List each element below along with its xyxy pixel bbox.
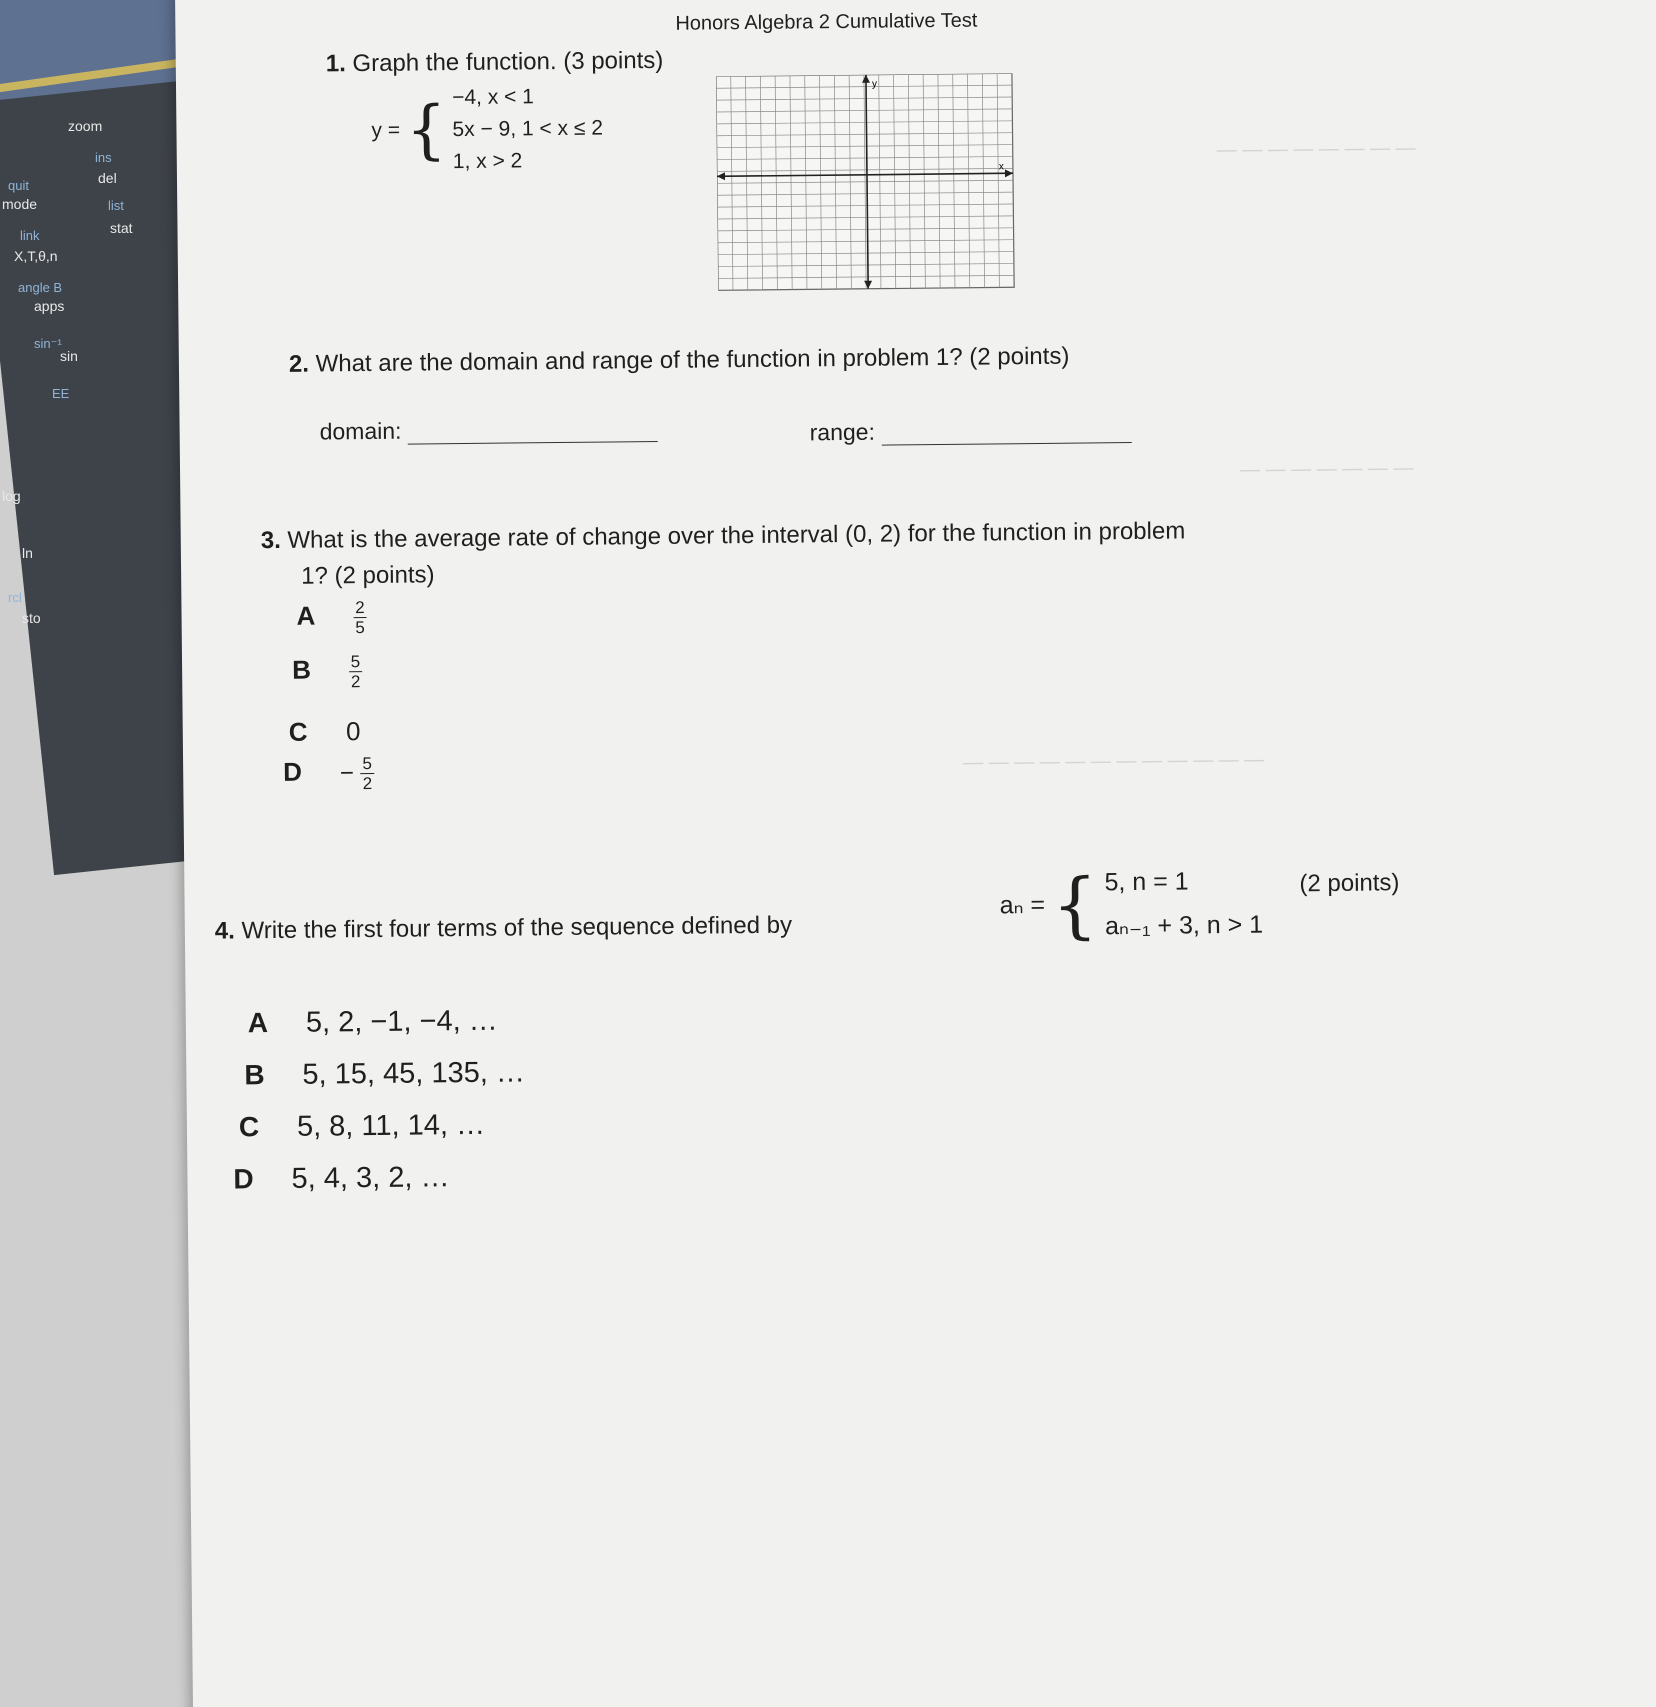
- calc-key-quit: quit: [8, 178, 29, 193]
- minus-sign: −: [339, 759, 355, 787]
- option-letter: A: [247, 1007, 269, 1039]
- option-letter: C: [238, 1111, 260, 1143]
- q4-points: (2 points): [1299, 869, 1400, 898]
- q3-option-d[interactable]: [283, 754, 374, 794]
- calc-key-log: log: [2, 488, 21, 504]
- option-letter: D: [233, 1163, 254, 1195]
- q1-number: 1.: [325, 50, 346, 78]
- q1-piece-3: 1, x > 2: [452, 149, 523, 174]
- domain-answer-blank[interactable]: [408, 421, 658, 445]
- fraction: [349, 652, 363, 691]
- y-axis-label: y: [871, 78, 878, 90]
- numerator: 5: [349, 652, 363, 672]
- q4-lhs: aₙ =: [999, 890, 1046, 920]
- bleed-through-marks: — — — — — — — — — — — —: [963, 748, 1265, 774]
- calc-key-ins: ins: [95, 150, 112, 165]
- option-text: 5, 8, 11, 14, …: [296, 1108, 486, 1143]
- q4-prompt: [215, 912, 792, 946]
- numerator: 5: [360, 754, 374, 774]
- q3-option-c[interactable]: [289, 716, 361, 748]
- q4-option-b[interactable]: [244, 1056, 525, 1092]
- q2-domain-row: [319, 415, 657, 446]
- q4-piece-2: aₙ₋₁ + 3, n > 1: [1104, 910, 1264, 941]
- calc-key-xtn: X,T,θ,n: [14, 248, 58, 264]
- q4-number: 4.: [214, 917, 236, 945]
- range-label: range:: [809, 418, 876, 446]
- calc-key-mode: mode: [2, 196, 38, 212]
- calc-key-ln: ln: [22, 545, 33, 561]
- calc-key-del: del: [98, 170, 117, 186]
- q3-number: 3.: [260, 526, 281, 555]
- calc-key-rcl: rcl: [8, 590, 22, 605]
- range-answer-blank[interactable]: [881, 422, 1131, 446]
- bleed-through-marks: — — — — — — — —: [1216, 137, 1416, 162]
- q3-text-line2: 1? (2 points): [301, 561, 435, 590]
- calc-key-angle: angle B: [18, 280, 63, 295]
- q1-piece-2: 5x − 9, 1 < x ≤ 2: [452, 116, 604, 142]
- coordinate-grid: [716, 73, 1018, 296]
- calc-key-zoom: zoom: [68, 118, 103, 134]
- bleed-through-marks: — — — — — — —: [1239, 457, 1414, 481]
- q1-text: Graph the function. (3 points): [352, 46, 664, 78]
- option-value: 0: [345, 716, 361, 747]
- denominator: 2: [350, 672, 361, 692]
- option-letter: C: [288, 716, 308, 747]
- q3-prompt-line1: [261, 517, 1186, 555]
- domain-label: domain:: [319, 417, 402, 445]
- q2-text: What are the domain and range of the function in problem 1? (2 points): [315, 342, 1070, 378]
- option-letter: B: [291, 654, 312, 685]
- q2-prompt: [289, 343, 1070, 379]
- option-text: 5, 4, 3, 2, …: [291, 1161, 450, 1195]
- option-letter: A: [296, 600, 316, 631]
- q4-option-c[interactable]: [239, 1109, 485, 1145]
- calc-key-sin: sin: [60, 348, 78, 364]
- option-text: 5, 15, 45, 135, …: [302, 1056, 526, 1091]
- denominator: 2: [362, 773, 373, 794]
- calc-key-sto: sto: [22, 610, 41, 626]
- left-brace-icon: {: [405, 93, 448, 168]
- option-letter: D: [283, 756, 303, 787]
- calc-key-link: link: [20, 228, 40, 243]
- calc-key-list: list: [108, 198, 124, 213]
- x-axis-label: x: [998, 161, 1004, 173]
- q2-number: 2.: [288, 350, 310, 378]
- fraction: [360, 754, 374, 793]
- q3-option-b[interactable]: [292, 652, 363, 692]
- q3-text-line1: What is the average rate of change over the interval (0, 2) for the function in problem: [287, 517, 1186, 554]
- fraction: [353, 598, 367, 637]
- option-letter: B: [244, 1059, 265, 1091]
- q1-piece-1: −4, x < 1: [452, 85, 535, 110]
- test-title: Honors Algebra 2 Cumulative Test: [675, 9, 978, 35]
- q3-option-a[interactable]: [296, 598, 367, 638]
- calc-key-ee: EE: [52, 386, 70, 401]
- q1-prompt: [326, 47, 664, 79]
- q4-piece-1: 5, n = 1: [1104, 867, 1189, 897]
- q1-piecewise: [371, 81, 603, 179]
- left-brace-icon: {: [1051, 862, 1099, 947]
- calc-key-apps: apps: [34, 298, 65, 314]
- calc-key-sin-inv: sin⁻¹: [34, 336, 62, 351]
- test-paper: [175, 0, 1656, 1707]
- q2-range-row: [810, 416, 1132, 446]
- q1-lhs: y =: [371, 118, 401, 142]
- q4-text: Write the first four terms of the sequence defined by: [241, 911, 793, 945]
- option-text: 5, 2, −1, −4, …: [305, 1004, 498, 1039]
- numerator: 2: [353, 598, 367, 618]
- q4-option-a[interactable]: [248, 1005, 498, 1041]
- q4-option-d[interactable]: [233, 1161, 449, 1196]
- q4-recursive-definition: [999, 859, 1263, 950]
- denominator: 5: [355, 618, 365, 638]
- calc-key-stat: stat: [110, 220, 133, 236]
